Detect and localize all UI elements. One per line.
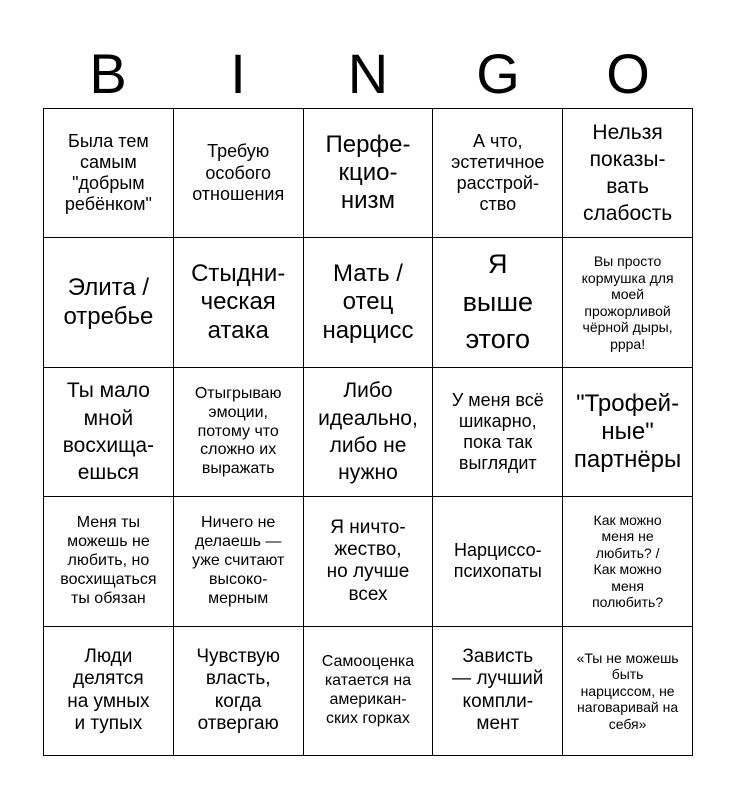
bingo-cell[interactable] <box>563 627 693 756</box>
cell-text: Как можно меня не любить? / Как можно меня полюбить? <box>592 511 664 611</box>
cell-text: Я выше этого <box>462 248 533 355</box>
bingo-cell[interactable] <box>563 109 693 238</box>
cell-text: Перфе- кцио- низм <box>325 130 411 215</box>
cell-text: Стыдни- ческая атака <box>191 260 286 344</box>
bingo-cell[interactable] <box>433 368 563 497</box>
cell-text: Нельзя показы- вать слабость <box>582 120 673 226</box>
cell-text: Ничего не делаешь — уже считают высоко- мерным <box>192 514 285 607</box>
bingo-board <box>43 108 693 756</box>
bingo-cell[interactable] <box>174 238 304 367</box>
bingo-cell[interactable] <box>563 238 693 367</box>
cell-text: Либо идеально, либо не нужно <box>318 379 418 485</box>
cell-text: Элита / отребье <box>63 274 154 330</box>
cell-text: Ты мало мной восхища- ешься <box>62 379 155 485</box>
bingo-cell[interactable] <box>563 368 693 497</box>
cell-text: У меня всё шикарно, пока так выглядит <box>451 389 544 474</box>
bingo-cell[interactable] <box>44 368 174 497</box>
cell-text: «Ты не можешь быть нарциссом, не наговаривай на себя» <box>576 649 679 732</box>
bingo-cell[interactable] <box>44 627 174 756</box>
cell-text: Была тем самым "добрым ребёнком" <box>64 130 152 215</box>
bingo-cell[interactable] <box>433 627 563 756</box>
cell-text: А что, эстетичное расстрой- ство <box>451 130 545 215</box>
bingo-header <box>43 40 693 108</box>
cell-text: Меня ты можешь не любить, но восхищаться ты обязан <box>60 514 157 607</box>
header-letter-n: N <box>347 42 389 105</box>
cell-text: "Трофей- ные" партнёры <box>573 389 682 474</box>
bingo-cell[interactable] <box>174 368 304 497</box>
bingo-cell[interactable] <box>433 109 563 238</box>
cell-text: Отыгрываю эмоции, потому что сложно их выражать <box>194 384 282 478</box>
header-letter-o: O <box>606 42 650 105</box>
cell-text: Самооценка катается на американ- ских горках <box>321 653 415 727</box>
cell-text: Вы просто кормушка для моей прожорливой чёрной дыры, ррра! <box>581 253 674 352</box>
bingo-cell[interactable] <box>174 627 304 756</box>
cell-text: Мать / отец нарцисс <box>322 260 414 344</box>
cell-text: Я ничто- жество, но лучше всех <box>326 516 410 605</box>
bingo-cell[interactable] <box>433 497 563 626</box>
bingo-cell[interactable] <box>174 109 304 238</box>
bingo-cell[interactable] <box>304 627 434 756</box>
bingo-cell[interactable] <box>433 238 563 367</box>
cell-text: Люди делятся на умных и тупых <box>67 645 150 735</box>
bingo-cell[interactable] <box>44 238 174 367</box>
cell-text: Чувствую власть, когда отвергаю <box>196 645 281 735</box>
bingo-cell[interactable] <box>304 368 434 497</box>
bingo-cell[interactable] <box>304 497 434 626</box>
header-letter-g: G <box>476 42 520 105</box>
cell-text: Требую особого отношения <box>192 141 285 204</box>
cell-text: Нарциссо- психопаты <box>453 540 542 582</box>
bingo-cell[interactable] <box>44 497 174 626</box>
bingo-cell[interactable] <box>304 238 434 367</box>
bingo-cell[interactable] <box>44 109 174 238</box>
cell-text: Зависть — лучший компли- мент <box>452 645 544 735</box>
header-letter-b: B <box>89 42 127 105</box>
bingo-cell[interactable] <box>563 497 693 626</box>
header-letter-i: I <box>230 42 246 105</box>
bingo-cell[interactable] <box>304 109 434 238</box>
bingo-cell[interactable] <box>174 497 304 626</box>
